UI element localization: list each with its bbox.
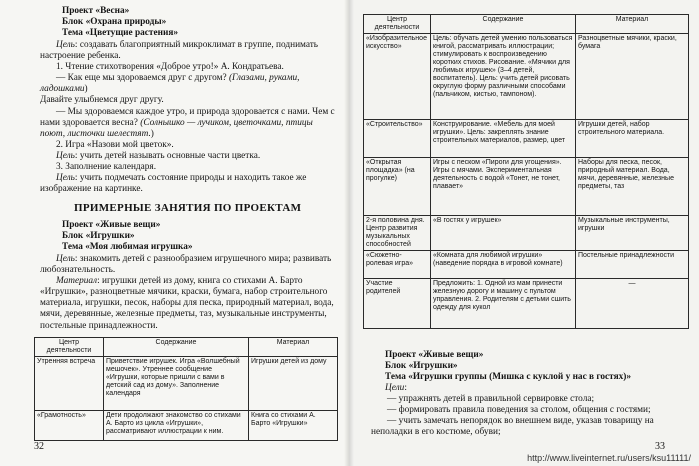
table-cell: Игрушки детей, набор строительного материала.: [576, 120, 689, 158]
table-cell: «В гостях у игрушек»: [431, 216, 576, 251]
materials-label: Материал: [56, 276, 98, 287]
project2-goal-text: : знакомить детей с разнообразием игрушечного мира; развивать любознательность.: [40, 254, 332, 276]
dialog-answer-end: ): [150, 128, 154, 139]
project2-theme: Тема «Моя любимая игрушка»: [62, 242, 193, 252]
project2-block: Блок «Игрушки»: [62, 231, 135, 241]
table-cell: Книга со стихами А. Барто «Игрушки»: [249, 411, 338, 441]
goal-3-label: Цель: [56, 173, 75, 184]
table-header-row: [35, 338, 338, 357]
table-row: [35, 357, 338, 411]
block-title: Блок «Охрана природы»: [62, 17, 167, 27]
goal-paragraph: [40, 40, 340, 62]
project3-block: Блок «Игрушки»: [385, 361, 458, 371]
table-cell: 2-я половина дня. Центр развития музыкальных способностей: [364, 216, 431, 251]
project3-title: Проект «Живые вещи»: [385, 350, 484, 360]
goal-3-paragraph: [40, 173, 340, 195]
table-cell: Предложить: 1. Одной из мам принести железную дорогу и машину с пультом управления. 2. Родителям с детьми сшить одежду для кукол: [431, 279, 576, 329]
left-page: [0, 0, 349, 466]
goal-label: Цель: [56, 40, 75, 50]
goal-2-text: : учить детей называть основные части цветка.: [74, 150, 261, 161]
goals-list: [371, 394, 689, 438]
table-header: Содержание: [431, 15, 576, 34]
table-cell: Наборы для песка, песок, природный материал. Вода, мячи, деревянные, железные предметы, таз: [576, 158, 689, 216]
dialog-question-2: Давайте улыбнемся друг другу.: [40, 95, 164, 106]
right-page: [349, 0, 699, 466]
project2-body: [40, 254, 340, 332]
page-number: 32: [34, 441, 44, 452]
table-cell: «Изобразительное искусство»: [364, 34, 431, 120]
dialog-question: [40, 73, 340, 95]
table-cell: Цель: обучать детей умению пользоваться книгой, рассматривать иллюстрации; стимулировать к воспроизведению коротких стихов. Рисование. «Мячики для любимых игрушек» (3–4 детей, воспитатель). Цель: учить детей рисовать округлую форму различными способами (пальчиком, кистью, тампоном).: [431, 34, 576, 120]
table-cell: «Открытая площадка» (на прогулке): [364, 158, 431, 216]
materials-text: : игрушки детей из дому, книга со стихами А. Барто «Игрушки», разноцветные мячики, краски, бумага, набор строительного материала, игрушки, песок, наборы для песка, природный материал, вода, мячи, деревянные, железные предметы, таз, музыкальные инструменты, постельные принадлежности.: [40, 276, 334, 331]
table-cell: Приветствие игрушек. Игра «Волшебный мешочек». Утреннее сообщение «Игрушки, которые пришли с вами в детский сад из дому». Заполнение календаря: [104, 357, 249, 411]
table-cell: Утренняя встреча: [35, 357, 104, 411]
goal-3-text: : учить подмечать состояние природы и находить такое же изображение на картинке.: [40, 173, 307, 195]
project-title: Проект «Весна»: [62, 6, 130, 16]
table-header: Центр деятельности: [364, 15, 431, 34]
project2-title: Проект «Живые вещи»: [62, 220, 161, 230]
dialog-question-end: ): [84, 84, 88, 95]
activity-table-left: [34, 337, 338, 441]
goal-2-label: Цель: [56, 150, 75, 161]
table-header-row: [364, 15, 689, 34]
page-number: 33: [655, 441, 665, 452]
table-row: [364, 120, 689, 158]
table-row: [364, 158, 689, 216]
table-cell: Музыкальные инструменты, игрушки: [576, 216, 689, 251]
table-cell: Игрушки детей из дому: [249, 357, 338, 411]
table-cell: «Грамотность»: [35, 411, 104, 441]
goals-label: Цели: [385, 383, 405, 393]
table-cell: «Комната для любимой игрушки» (наведение порядка в игровой комнате): [431, 251, 576, 279]
dialog-question-text: — Как еще мы здороваемся друг с другом?: [56, 73, 229, 84]
table-cell: «Сюжетно-ролевая игра»: [364, 251, 431, 279]
table-row: [364, 251, 689, 279]
project3-theme: Тема «Игрушки группы (Мишка с куклой у нас в гостях)»: [385, 372, 632, 382]
item-3: 3. Заполнение календаря.: [56, 162, 157, 173]
table-cell: «Строительство»: [364, 120, 431, 158]
list-item: — учить замечать непорядок во внешнем виде, указав товарищу на неполадки в его костюме, обуви;: [371, 416, 654, 438]
table-row: [364, 279, 689, 329]
dialog-question-italic: (Глазами, руками, ладошками: [40, 73, 300, 95]
table-row: [364, 216, 689, 251]
table-cell: Постельные принадлежности: [576, 251, 689, 279]
goals-heading: [385, 383, 407, 394]
table-row: [35, 411, 338, 441]
dialog-answer: [40, 107, 340, 140]
project2-goal: [40, 254, 340, 276]
table-cell: Дети продолжают знакомство со стихами А. Барто из цикла «Игрушки», рассматривают иллюстрации к ним.: [104, 411, 249, 441]
table-cell: Разноцветные мячики, краски, бумага: [576, 34, 689, 120]
watermark-url: http://www.liveinternet.ru/users/ksu11111/: [527, 453, 691, 463]
table-cell: —: [576, 279, 689, 329]
table-header: Материал: [576, 15, 689, 34]
table-header: Материал: [249, 338, 338, 357]
item-2: 2. Игра «Назови мой цветок».: [56, 139, 174, 150]
dialog-answer-text: — Мы здороваемся каждое утро, и природа здоровается с нами. Чем с нами здоровается весна?: [40, 106, 335, 128]
section-heading: ПРИМЕРНЫЕ ЗАНЯТИЯ ПО ПРОЕКТАМ: [74, 202, 302, 214]
list-item: — формировать правила поведения за столом, общения с гостями;: [387, 405, 651, 416]
table-cell: Участие родителей: [364, 279, 431, 329]
table-header: Содержание: [104, 338, 249, 357]
table-cell: Игры с песком «Пироги для угощения». Игры с мячами. Экспериментальная деятельность с водой «Тонет, не тонет, плавает»: [431, 158, 576, 216]
project2-goal-label: Цель: [56, 254, 75, 264]
goal-2-paragraph: [40, 151, 340, 162]
table-header: Центр деятельности: [35, 338, 104, 357]
item-1: 1. Чтение стихотворения «Доброе утро!» А. Кондратьева.: [56, 62, 284, 73]
table-cell: Конструирование. «Мебель для моей игрушки». Цель: закреплять знание строительных материалов, размер, цвет: [431, 120, 576, 158]
list-item: — упражнять детей в правильной сервировке стола;: [387, 394, 595, 404]
goal-text: : создавать благоприятный микроклимат в группе, поднимать настроение ребенка.: [40, 40, 319, 62]
project1-body: [40, 40, 340, 195]
project2-materials: [40, 276, 340, 331]
activity-table-right: [363, 14, 689, 329]
book-gutter: [344, 0, 354, 466]
goals-colon: :: [404, 383, 407, 393]
dialog-answer-italic: (Солнышко — лучиком, цветочками, птицы поют, листочки шелестят.: [40, 117, 313, 139]
theme-title: Тема «Цветущие растения»: [62, 28, 179, 38]
table-row: [364, 34, 689, 120]
